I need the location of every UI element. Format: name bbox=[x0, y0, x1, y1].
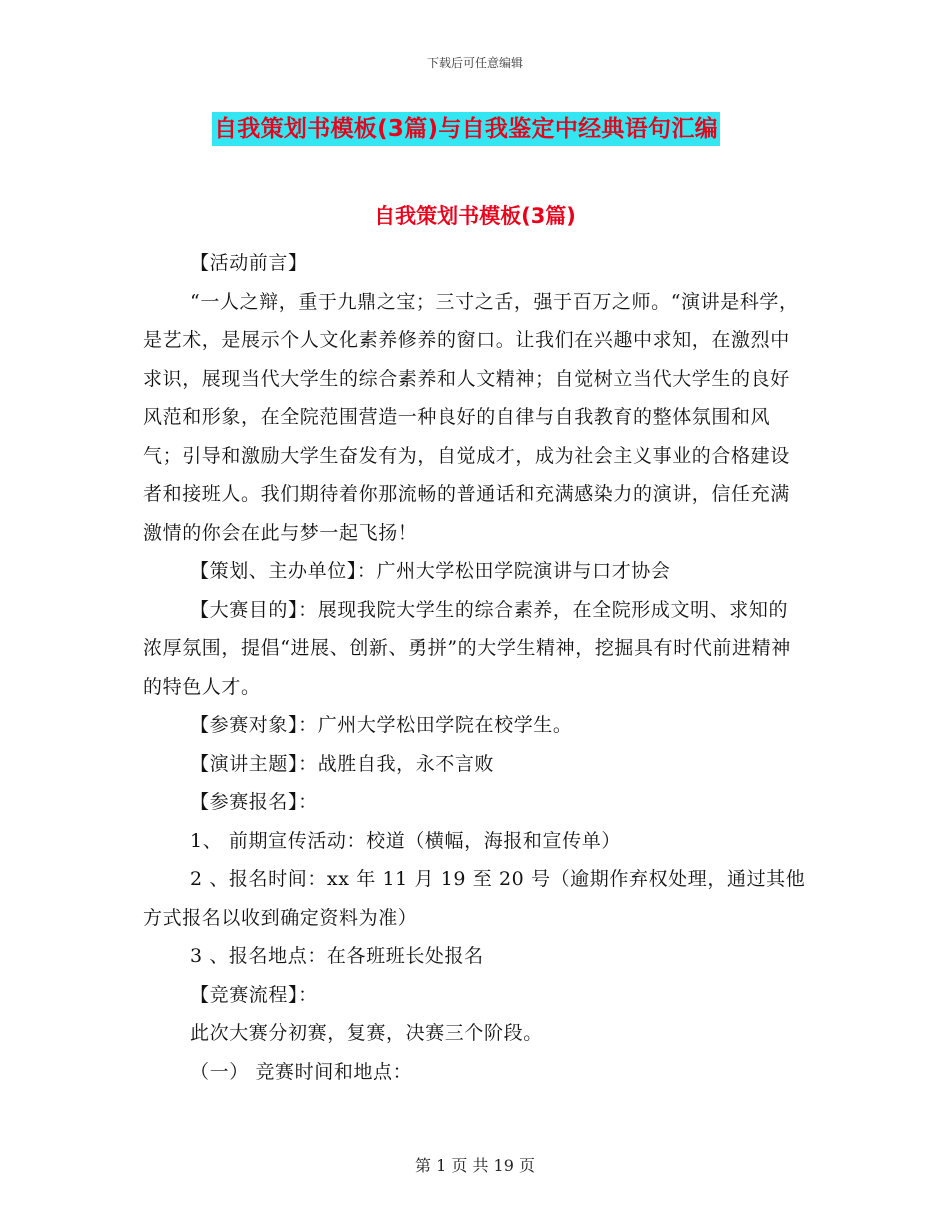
document-main-title: 自我策划书模板(3篇)与自我鉴定中经典语句汇编 bbox=[214, 116, 718, 142]
paragraph-participants: 【参赛对象】：广州大学松田学院在校学生。 bbox=[190, 714, 573, 736]
paragraph-speech-theme: 【演讲主题】：战胜自我，永不言败 bbox=[190, 752, 495, 775]
paragraph-process-stages: 此次大赛分初赛，复赛，决赛三个阶段。 bbox=[190, 1022, 543, 1044]
paragraph-registration-item-2: 2 、报名时间：xx 年 11 月 19 至 20 号（逾期作弃权处理，通过其他方式报名以收到确定资料为准） bbox=[143, 868, 806, 929]
section-title: 自我策划书模板(3篇) bbox=[374, 204, 576, 228]
paragraph-registration-item-3: 3 、报名地点：在各班班长处报名 bbox=[190, 945, 484, 967]
paragraph-organizer: 【策划、主办单位】：广州大学松田学院演讲与口才协会 bbox=[190, 560, 671, 582]
paragraph-registration-heading: 【参赛报名】： bbox=[190, 791, 318, 813]
paragraph-contest-purpose: 【大赛目的】：展现我院大学生的综合素养，在全院形成文明、求知的浓厚氛围，提倡“进展、创新、勇拼”的大学生精神，挖掘具有时代前进精神的特色人才。 bbox=[143, 598, 791, 698]
paragraph-registration-item-1: 1、 前期宣传活动：校道（横幅，海报和宣传单） bbox=[190, 829, 621, 852]
paragraph-time-and-place: （一） 竞赛时间和地点： bbox=[190, 1060, 413, 1083]
main-title-highlight bbox=[212, 112, 720, 146]
page-number-footer: 第 1 页 共 19 页 bbox=[415, 1156, 535, 1175]
paragraph-activity-preface-heading: 【活动前言】 bbox=[190, 252, 308, 274]
document-body bbox=[143, 244, 807, 1091]
paragraph-preface-text: “一人之辩，重于九鼎之宝；三寸之舌，强于百万之师。“演讲是科学，是艺术，是展示个人文化素养修养的窗口。让我们在兴趣中求知，在激烈中求识，展现当代大学生的综合素养和人文精神；自觉树立当代大学生的良好风范和形象，在全院范围营造一种良好的自律与自我教育的整体氛围和风气；引导和激励大学生奋发有为，自觉成才，成为社会主义事业的合格建设者和接班人。我们期待着你那流畅的普通话和充满感染力的演讲，信任充满激情的你会在此与梦一起飞扬！ bbox=[143, 290, 799, 544]
page-header-note: 下载后可任意编辑 bbox=[426, 56, 523, 70]
paragraph-process-heading: 【竞赛流程】： bbox=[190, 983, 318, 1006]
